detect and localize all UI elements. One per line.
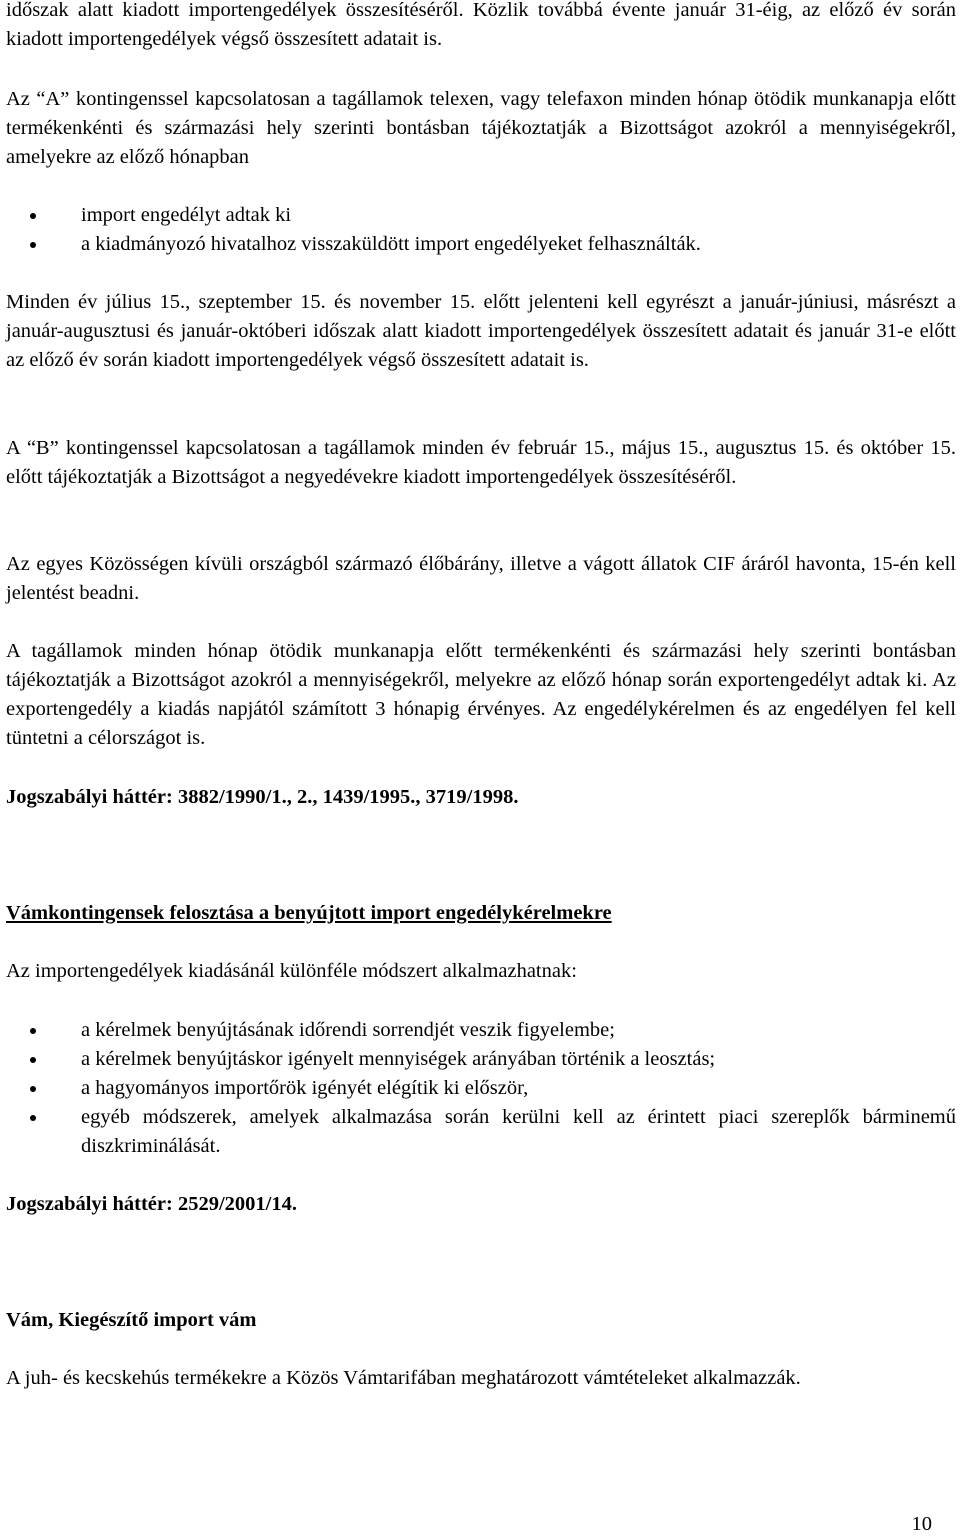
bullet-list-import-methods <box>6 1016 956 1161</box>
bullet-icon <box>30 1086 36 1092</box>
paragraph-import-methods: Az importengedélyek kiadásánál különféle módszert alkalmazhatnak: <box>6 960 577 982</box>
paragraph-import-summary-continued: időszak alatt kiadott importengedélyek összesítéséről. Közlik továbbá évente január 31-éig, az előző év során kiadott importengedélyek végső összesített adatait is. <box>6 0 956 50</box>
paragraph-b-quota: A “B” kontingenssel kapcsolatosan a tagállamok minden év február 15., május 15., augusztus 15. és október 15. előtt tájékoztatják a Bizottságot a negyedévekre kiadott importengedélyek összesítéséről. <box>6 437 956 488</box>
bullet-icon <box>30 213 36 219</box>
list-item: egyéb módszerek, amelyek alkalmazása során kerülni kell az érintett piaci szereplők bárminemű diszkriminálását. <box>6 1103 956 1161</box>
page-number: 10 <box>911 1513 932 1535</box>
section-heading-customs-duty: Vám, Kiegészítő import vám <box>6 1309 257 1331</box>
list-item: import engedélyt adtak ki <box>6 201 956 230</box>
bullet-icon <box>30 1115 36 1121</box>
paragraph-a-quota: Az “A” kontingenssel kapcsolatosan a tagállamok telexen, vagy telefaxon minden hónap ötödik munkanapja előtt termékenkénti és származási hely szerinti bontásban tájékoztatják a Bizottságot azokról a mennyiségekről, amelyekre az előző hónapban <box>6 88 956 168</box>
paragraph-reporting-deadlines: Minden év július 15., szeptember 15. és november 15. előtt jelenteni kell egyrészt a január-júniusi, másrészt a január-augusztusi és január-októberi időszak alatt kiadott importengedélyek összesített adatait és január 31-e előtt az előző év során kiadott importengedélyek végső összesített adatait is. <box>6 291 956 371</box>
bullet-icon <box>30 1028 36 1034</box>
legal-background-heading-1: Jogszabályi háttér: 3882/1990/1., 2., 1439/1995., 3719/1998. <box>6 786 519 808</box>
list-item: a kiadmányozó hivatalhoz visszaküldött import engedélyeket felhasználták. <box>6 230 956 259</box>
list-item: a kérelmek benyújtáskor igényelt mennyiségek arányában történik a leosztás; <box>6 1045 956 1074</box>
list-item: a kérelmek benyújtásának időrendi sorrendjét veszik figyelembe; <box>6 1016 956 1045</box>
list-item: a hagyományos importőrök igényét elégítik ki először, <box>6 1074 956 1103</box>
bullet-list-a-quota <box>6 201 956 259</box>
legal-background-heading-2: Jogszabályi háttér: 2529/2001/14. <box>6 1193 297 1215</box>
bullet-icon <box>30 242 36 248</box>
bullet-icon <box>30 1057 36 1063</box>
section-heading-quota-allocation: Vámkontingensek felosztása a benyújtott import engedélykérelmekre <box>6 902 612 924</box>
paragraph-cif-price-report: Az egyes Közösségen kívüli országból származó élőbárány, illetve a vágott állatok CIF áráról havonta, 15-én kell jelentést beadni. <box>6 553 956 604</box>
paragraph-sheep-goat-duty: A juh- és kecskehús termékekre a Közös Vámtarifában meghatározott vámtételeket alkalmazzák. <box>6 1367 801 1389</box>
paragraph-export-licences: A tagállamok minden hónap ötödik munkanapja előtt termékenkénti és származási hely szerinti bontásban tájékoztatják a Bizottságot azokról a mennyiségekről, melyekre az előző hónap során exportengedélyt adtak ki. Az exportengedély a kiadás napjától számított 3 hónapig érvényes. Az engedélykérelmen és az engedélyen fel kell tüntetni a célországot is. <box>6 640 956 749</box>
